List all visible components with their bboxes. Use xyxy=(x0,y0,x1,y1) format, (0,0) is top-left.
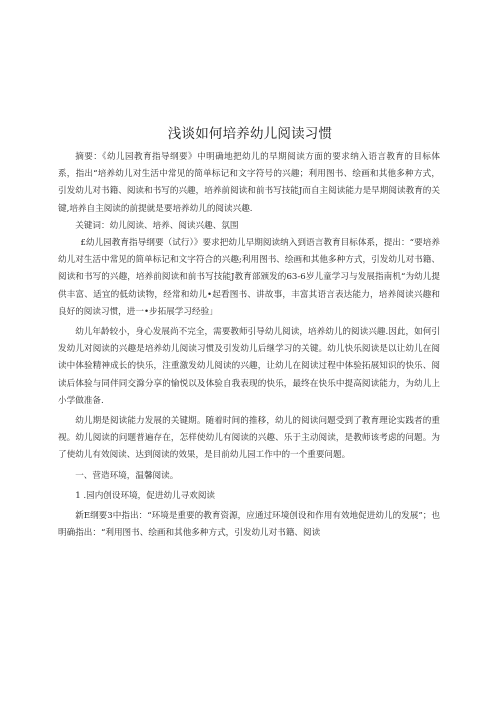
document-title: 浅谈如何培养幼儿阅读习惯 xyxy=(167,126,333,142)
body-paragraph-2: 幼儿年龄较小，身心发展尚不完全，需要教师引导幼儿阅读，培养幼儿的阅读兴趣.因此，如何引发幼儿对阅读的兴趣是培养幼儿阅读习惯及引发幼儿后继学习的关键。幼儿快乐阅读是以让幼儿在阅读中体验精神成长的快乐，注重激发幼儿阅读的兴趣，让幼儿在阅读过程中体验拓展知识的快乐、阅读后体验与同伴同交滁分享的愉悦以及体验自我表现的快乐，最终在快乐中提高阅读能力，为幼儿上小学做准备. xyxy=(58,327,440,406)
document-body xyxy=(58,149,440,542)
body-paragraph-4: 新E纲要3中指出：“环境是重要的教育资源，应通过环境创设和作用有效地促进幼儿的发展”；也明确指出：“利用图书、绘画和其他多种方式，引发幼儿对书籍、阅读 xyxy=(58,511,440,539)
section-heading-1: 一、营造环境，温馨阅读。 xyxy=(75,470,179,481)
keywords-paragraph: 关键词：幼儿阅读、培养、阅读兴趣、氛围 xyxy=(75,220,239,231)
abstract-paragraph: 摘要：《幼儿园教育指导纲要》中明确地把幼儿的早期阅读方面的要求纳入语言教育的目标体系，指出“培养幼儿对生活中常见的简单标记和文字符号的兴趣；利用图书、绘画和其他多种方式，引发幼儿对书籍、阅读和书写的兴趣，培养前阅读和前书写技能J而自主阅读能力是早期阅读教育的关键,培养自主阅读的前提就是要培养幼儿的阅读兴趣. xyxy=(58,152,440,214)
body-paragraph-1: £幼儿园教育指导纲要（试行）》要求把幼儿早期阅读纳入到语言教育目标体系，提出：“要培养幼儿对生活中常见的简单标记和文字符合的兴趣;利用图书、绘画和其他多种方式，引发幼儿对书籍、阅读和书写的兴趣，培养前阅读和前书写技能J教育部颁发的63-6岁儿童学习与发展指南机“为幼儿提供丰富、适宜的低幼读物，经常和幼儿•起看图书、讲故事，丰富其语言表达能力，培养阅读兴趣和良好的阅读习惯，进一•步拓展学习经验」 xyxy=(58,238,440,317)
body-paragraph-3: 幼儿期是阅读能力发展的关键期。随着时间的推移，幼儿的阅读问题受到了教育理论实践者的重视。幼儿阅读的问题普遍存在，怎样使幼儿有阅读的兴趣、乐于主动阅读，是教师该考虑的问题。为了使幼儿有效阅读、达到阅读的效果，是目前幼儿园工作中的一个重要问题。 xyxy=(58,416,440,461)
subsection-heading-1: 1 .园内创设环境，促进幼儿寻欢阅读 xyxy=(75,490,216,501)
